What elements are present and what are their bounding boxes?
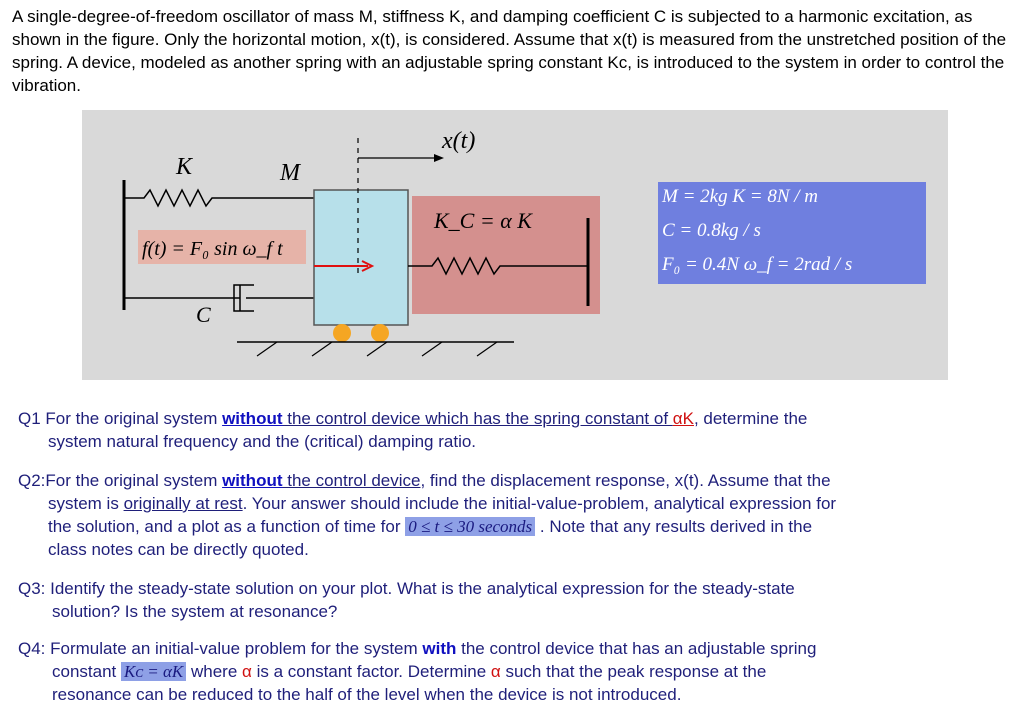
spring-k	[124, 190, 314, 206]
params-line3: F₀ = 0.4N ω_f = 2rad / s	[662, 254, 853, 275]
parameter-box	[658, 182, 926, 284]
q1-alpha-k: αK	[672, 409, 694, 428]
wheel-left	[333, 324, 351, 342]
q4-kc-expression: Kᴄ = αK	[121, 662, 186, 681]
c-label: C	[196, 302, 211, 327]
params-line2: C = 0.8kg / s	[662, 220, 761, 241]
question-4: Q4: Formulate an initial-value problem for the system with the control device that has an adjustable spring constant Kᴄ = αK where α is a constant factor. Determine α such that the peak response at the resonance can be reduced to the half of the level when the device is not introduced.	[18, 639, 817, 704]
q1-without: without	[222, 409, 283, 428]
m-label: M	[280, 160, 300, 186]
wheel-right	[371, 324, 389, 342]
mass-block	[314, 190, 408, 325]
force-label: f(t) = F₀ sin ω_f t	[142, 238, 283, 260]
question-2: Q2:For the original system without the control device, find the displacement response, x(t). Assume that the system is originally at rest. Your answer should include the initial-value-problem, analytical expression for the solution, and a plot as a function of time for 0 ≤ t ≤ 30 seconds . Note that any results derived in the class notes can be directly quoted.	[18, 471, 837, 559]
x-label: x(t)	[442, 128, 476, 154]
kc-label: K_C = α K	[434, 208, 532, 233]
question-1: Q1 For the original system without the control device which has the spring constant of αK, determine the system natural frequency and the (critical) damping ratio.	[18, 409, 808, 451]
q2-without: without	[222, 471, 283, 490]
k-label: K	[176, 154, 193, 180]
problem-intro: A single-degree-of-freedom oscillator of mass M, stiffness K, and damping coefficient C is subjected to a harmonic excitation, as shown in the figure. Only the horizontal motion, x(t), is considered. Assume that x(t) is measured from the unstretched position of the spring. A device, modeled as another spring with an adjustable spring constant Kc, is introduced to the system in order to control the vibration.	[12, 7, 1007, 95]
params-line1: M = 2kg K = 8N / m	[662, 186, 818, 207]
q4-with: with	[422, 639, 457, 658]
q2-time-range: 0 ≤ t ≤ 30 seconds	[405, 517, 535, 536]
q2-originally: originally at rest	[123, 494, 243, 513]
question-3: Q3: Identify the steady-state solution on your plot. What is the analytical expression for the steady-state solution? Is the system at resonance?	[18, 579, 795, 621]
